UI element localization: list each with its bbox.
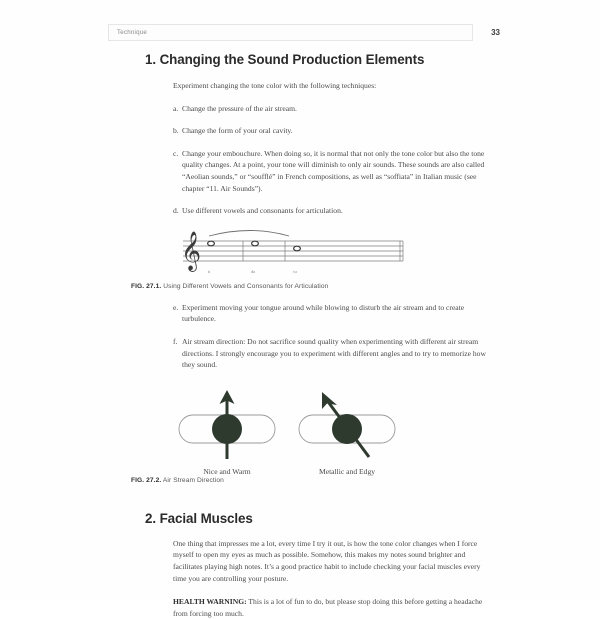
slur-icon [209, 230, 289, 236]
treble-clef-icon: 𝄞 [181, 230, 202, 271]
airstream-diagram-metallic-and-edgy [287, 389, 407, 476]
figure-27-1 [173, 229, 490, 282]
running-header-title: Technique [117, 29, 148, 36]
page-number: 33 [491, 28, 500, 37]
section-heading-1: 1. Changing the Sound Production Elements [145, 52, 425, 67]
list-item [173, 302, 490, 325]
figure-27-1-caption [131, 283, 490, 290]
note-syllable: tu [293, 268, 297, 274]
list-marker: a. [173, 103, 179, 113]
airstream-core [212, 414, 242, 444]
airstream-label: Metallic and Edgy [318, 466, 376, 476]
figure-caption-text: Using Different Vowels and Consonants for Articulation [163, 282, 329, 290]
list-text: Change the pressure of the air stream. [182, 103, 297, 113]
list-text: Air stream direction: Do not sacrifice sound quality when experimenting with different air stream directions. I strongly encourage you to experiment with different angles and to try to memorize how they sound. [182, 336, 486, 370]
note-syllable: ti [207, 268, 211, 274]
list-marker: f. [173, 336, 178, 346]
section-1-intro: Experiment changing the tone color with the following techniques: [173, 81, 377, 90]
figure-27-2 [167, 389, 490, 476]
note-head [208, 241, 215, 246]
running-header [108, 24, 500, 41]
airstream-core [332, 414, 362, 444]
section-2-paragraph: One thing that impresses me a lot, every time I try it out, is how the tone color changes when I force myself to open my eyes as much as possible. Somehow, this makes my notes sound brighter and facilitates playing high notes. It’s a good practice habit to include checking your facial muscles every time you are controlling your posture. [173, 538, 481, 583]
list-item [173, 125, 490, 137]
note-head [252, 241, 259, 246]
technique-list-e-f [173, 302, 490, 371]
music-notation-staff [173, 229, 413, 277]
arrow-up-left-diagonal-icon [291, 389, 403, 461]
list-marker: d. [173, 206, 179, 216]
running-header-box [108, 24, 473, 41]
note-head [294, 246, 301, 251]
figure-27-2-caption [131, 477, 490, 484]
list-item [173, 205, 490, 217]
list-marker: c. [173, 148, 179, 158]
list-text: Change the form of your oral cavity. [182, 126, 293, 136]
list-text: Change your embouchure. When doing so, it is normal that not only the tone color but also the tone quality changes. At a point, your tone will diminish to only air sounds. These sounds are also called “Aeolian sounds,” or “soufflé” in French compositions, as well as “soffiata” in Italian music (see chapter “11. Air Sounds”). [182, 148, 485, 193]
health-warning-label: HEALTH WARNING: [173, 597, 247, 607]
section-heading-2: 2. Facial Muscles [145, 510, 253, 526]
arrow-up-vertical-icon [171, 389, 283, 461]
figure-label: FIG. 27.1. [131, 282, 162, 290]
list-marker: b. [173, 126, 179, 136]
list-text: Experiment moving your tongue around while blowing to disturb the air stream and to create turbulence. [182, 302, 465, 324]
arrow-head [322, 392, 337, 409]
list-item [173, 103, 490, 115]
page-content [131, 52, 490, 619]
list-marker: e. [173, 302, 179, 312]
list-item [173, 148, 490, 194]
health-warning-text: This is a lot of fun to do, but please stop doing this before getting a headache from forcing too much. [173, 597, 483, 618]
airstream-label: Nice and Warm [203, 466, 251, 476]
airstream-diagram-nice-and-warm [167, 389, 287, 476]
note-syllable: da [250, 268, 256, 274]
figure-caption-text: Air Stream Direction [162, 476, 224, 484]
list-text: Use different vowels and consonants for articulation. [182, 206, 343, 216]
staff-lines [183, 241, 403, 261]
technique-list-a-d [173, 103, 490, 217]
figure-label: FIG. 27.2. [131, 476, 162, 484]
list-item [173, 336, 490, 371]
